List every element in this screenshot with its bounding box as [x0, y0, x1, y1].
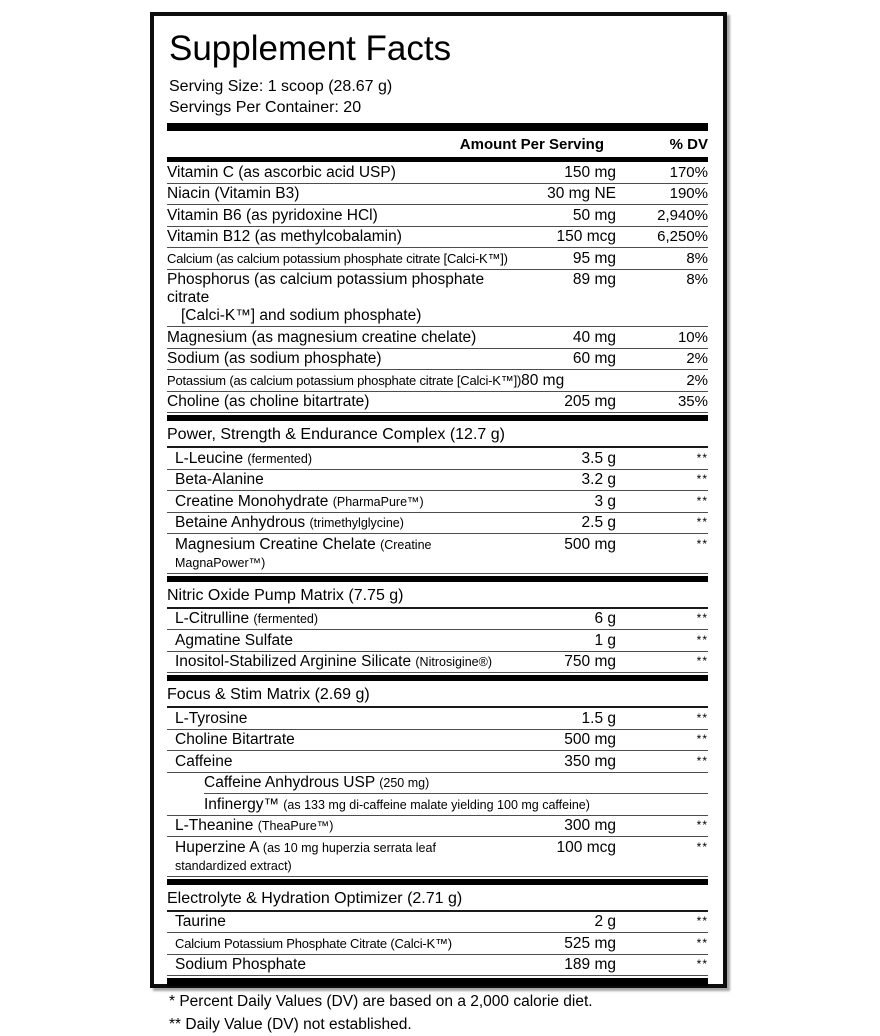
ingredient-amount: 150 mg: [564, 163, 616, 181]
ingredient-row: [167, 227, 708, 249]
divider-bar: [167, 978, 708, 986]
ingredient-name-text: Niacin: [167, 185, 211, 202]
ingredient-name: [167, 329, 508, 347]
ingredient-name-text: Magnesium Creatine Chelate: [175, 535, 376, 553]
ingredient-dv: 8%: [686, 271, 708, 288]
ingredient-dv: **: [696, 710, 708, 725]
section-header: Power, Strength & Endurance Complex (12.7 g): [167, 423, 708, 448]
ingredient-row: [167, 327, 708, 349]
ingredient-detail: (Calci-K™): [390, 935, 452, 951]
ingredient-dv: 170%: [669, 163, 708, 181]
ingredient-name-text: L-Theanine: [175, 817, 254, 834]
section-power-strength-endurance-complex: [167, 415, 708, 574]
ingredient-row: [167, 708, 708, 730]
ingredient-name-text: Sodium: [167, 350, 220, 367]
ingredient-row: [167, 815, 708, 838]
ingredient-row: [204, 794, 708, 815]
ingredient-amount: 1.5 g: [581, 709, 616, 727]
ingredient-name: [167, 817, 508, 835]
ingredient-name-text: Caffeine: [175, 752, 233, 770]
ingredient-name-text: L-Leucine: [175, 449, 244, 467]
ingredient-dv: 35%: [677, 393, 708, 410]
ingredient-detail: (as magnesium creatine chelate): [251, 328, 477, 346]
ingredient-amount: 1 g: [594, 631, 616, 649]
ingredient-detail: (Nitrosigine®): [415, 655, 492, 669]
footnote-dv-basis: * Percent Daily Values (DV) are based on a 2,000 calorie diet.: [169, 993, 593, 1010]
ingredient-name-text: Magnesium: [167, 328, 248, 346]
ingredient-amount: 6 g: [594, 610, 616, 627]
ingredient-row: [167, 652, 708, 674]
ingredient-name: [167, 514, 508, 532]
ingredient-name: [167, 536, 508, 572]
ingredient-amount: 50 mg: [572, 206, 616, 224]
ingredient-dv: 190%: [669, 185, 708, 202]
ingredient-amount: 3 g: [594, 492, 616, 510]
ingredient-dv: 6,250%: [657, 228, 708, 245]
ingredient-name: [167, 350, 508, 368]
ingredient-name: [167, 753, 508, 771]
ingredient-amount: 80 mg: [521, 371, 565, 389]
ingredient-dv: **: [696, 732, 708, 746]
ingredient-row: [167, 270, 708, 328]
section-header: Focus & Stim Matrix (2.69 g): [167, 683, 708, 708]
ingredient-dv: 2%: [686, 371, 708, 389]
ingredient-name: [167, 250, 508, 268]
divider-bar: [167, 123, 708, 131]
ingredient-name-text: Taurine: [175, 913, 226, 930]
ingredient-amount: 525 mg: [564, 934, 616, 952]
ingredient-row: [167, 470, 708, 492]
ingredient-name: [167, 471, 508, 489]
ingredient-name-text: Vitamin C: [167, 163, 234, 181]
ingredient-row: [167, 370, 708, 392]
ingredient-detail: (as calcium potassium phosphate citrate: [167, 271, 485, 306]
ingredient-amount: 3.5 g: [581, 449, 616, 467]
ingredient-row: [167, 491, 708, 513]
ingredient-name: [204, 796, 708, 814]
ingredient-name: [167, 710, 508, 728]
ingredient-row: [167, 730, 708, 752]
supplement-facts-panel: [150, 12, 727, 1033]
section-header: Electrolyte & Hydration Optimizer (2.71 g): [167, 887, 708, 912]
ingredient-name: [167, 913, 508, 931]
ingredient-name-text: Beta-Alanine: [175, 471, 264, 488]
ingredient-dv: **: [696, 493, 708, 508]
ingredient-detail: (Vitamin B3): [214, 185, 300, 202]
ingredient-dv: 2%: [686, 350, 708, 367]
ingredient-name-text: Choline: [167, 393, 220, 410]
ingredient-row: [167, 630, 708, 652]
section-vitamins-minerals: [167, 162, 708, 413]
ingredient-name-text: Phosphorus: [167, 271, 250, 288]
ingredient-name-text: Creatine Monohydrate: [175, 492, 329, 510]
ingredient-dv: **: [696, 611, 708, 625]
ingredient-detail: (fermented): [253, 612, 319, 626]
ingredient-name: [167, 271, 508, 325]
ingredient-name-text: Caffeine Anhydrous USP: [204, 774, 375, 791]
ingredient-dv: **: [696, 818, 708, 832]
ingredient-detail-line2: [Calci-K™] and sodium phosphate): [181, 307, 422, 324]
ingredient-name: [167, 228, 508, 246]
ingredient-detail: (250 mg): [379, 776, 430, 790]
ingredient-row: [167, 955, 708, 977]
ingredient-sections: [167, 162, 708, 976]
ingredient-dv: **: [696, 515, 708, 529]
ingredient-dv: **: [696, 472, 708, 486]
ingredient-detail: (Creatine MagnaPower™): [175, 537, 432, 570]
ingredient-name: [167, 653, 508, 671]
ingredient-dv: **: [696, 957, 708, 971]
ingredient-row: [167, 933, 708, 955]
ingredient-row: [167, 184, 708, 206]
ingredient-amount: 2 g: [594, 913, 616, 930]
ingredient-name-text: Agmatine Sulfate: [175, 631, 294, 649]
ingredient-name: [167, 632, 508, 650]
ingredient-amount: 3.2 g: [581, 471, 616, 488]
ingredient-detail: (fermented): [247, 451, 312, 466]
ingredient-name: [167, 935, 508, 953]
ingredient-detail: (trimethylglycine): [309, 516, 404, 530]
ingredient-dv: 8%: [686, 249, 708, 267]
footnote-dv-not-established: ** Daily Value (DV) not established.: [169, 1016, 412, 1033]
ingredient-name: [167, 372, 521, 390]
ingredient-dv: **: [696, 914, 708, 928]
ingredient-detail: (as calcium potassium phosphate citrate [Calci-K™]): [215, 250, 508, 266]
ingredient-detail: (TheaPure™): [257, 819, 334, 833]
ingredient-name-text: Huperzine A: [175, 838, 259, 856]
ingredient-name: [167, 164, 508, 182]
divider-bar: [167, 879, 708, 885]
section-nitric-oxide-pump-matrix: [167, 576, 708, 674]
dv-column-header: % DV: [669, 136, 708, 153]
ingredient-amount: 100 mcg: [556, 838, 616, 856]
ingredient-dv: **: [696, 654, 708, 668]
section-electrolyte-hydration-optimizer: [167, 879, 708, 977]
ingredient-name: [167, 956, 508, 974]
ingredient-amount: 500 mg: [564, 535, 616, 553]
ingredient-name-text: Calcium Potassium Phosphate Citrate: [175, 935, 387, 951]
ingredient-amount: 2.5 g: [581, 514, 616, 531]
ingredient-name: [167, 610, 508, 628]
ingredient-amount: 750 mg: [564, 653, 616, 670]
ingredient-dv: **: [696, 632, 708, 647]
ingredient-detail: (as sodium phosphate): [223, 350, 382, 367]
ingredient-detail: (as calcium potassium phosphate citrate [Calci-K™]): [229, 372, 522, 388]
ingredient-name-text: Potassium: [167, 372, 226, 388]
ingredient-detail: (as 133 mg di-caffeine malate yielding 100 mg caffeine): [283, 797, 590, 812]
ingredient-name-text: Betaine Anhydrous: [175, 514, 306, 531]
ingredient-name-text: Choline Bitartrate: [175, 731, 295, 748]
ingredient-name-text: Vitamin B12: [167, 228, 251, 245]
ingredient-name-text: Inositol-Stabilized Arginine Silicate: [175, 653, 412, 670]
ingredient-dv: **: [696, 450, 708, 465]
divider-bar: [167, 415, 708, 421]
ingredient-name-text: Vitamin B6: [167, 206, 242, 224]
section-focus-stim-matrix: [167, 675, 708, 877]
ingredient-name: [204, 774, 708, 792]
ingredient-amount: 300 mg: [564, 817, 616, 834]
amount-column-header: Amount Per Serving: [459, 136, 604, 153]
ingredient-name: [167, 207, 508, 225]
ingredient-name: [167, 731, 508, 749]
ingredient-row: [167, 837, 708, 877]
ingredient-name: [167, 450, 508, 468]
ingredient-name: [167, 493, 508, 511]
ingredient-name: [167, 185, 508, 203]
ingredient-detail: (PharmaPure™): [332, 494, 424, 509]
ingredient-row: [167, 534, 708, 574]
ingredient-row: [167, 912, 708, 934]
ingredient-row: [167, 162, 708, 184]
panel-title: Supplement Facts: [169, 29, 452, 68]
serving-size: Serving Size: 1 scoop (28.67 g): [169, 78, 393, 95]
ingredient-detail: (as methylcobalamin): [254, 228, 402, 245]
ingredient-row: [167, 751, 708, 773]
ingredient-detail: (as choline bitartrate): [223, 393, 370, 410]
ingredient-name-text: L-Tyrosine: [175, 709, 248, 727]
servings-per-container: Servings Per Container: 20: [169, 99, 362, 116]
ingredient-row: [167, 609, 708, 631]
column-headers: [167, 131, 708, 157]
ingredient-amount: 60 mg: [572, 350, 616, 367]
divider-bar: [167, 576, 708, 582]
ingredient-name-text: Infinergy™: [204, 795, 279, 813]
ingredient-name-text: Calcium: [167, 250, 213, 266]
ingredient-detail: (as pyridoxine HCl): [245, 206, 378, 224]
ingredient-amount: 89 mg: [572, 271, 616, 288]
ingredient-dv: 2,940%: [657, 206, 708, 224]
ingredient-name-text: Sodium Phosphate: [175, 956, 306, 973]
ingredient-row: [167, 349, 708, 371]
ingredient-dv: **: [696, 753, 708, 768]
divider-bar: [167, 675, 708, 681]
ingredient-amount: 350 mg: [564, 752, 616, 770]
ingredient-amount: 95 mg: [572, 249, 616, 267]
ingredient-row: [167, 513, 708, 535]
ingredient-dv: **: [696, 839, 708, 854]
ingredient-detail: (as ascorbic acid USP): [238, 163, 396, 181]
ingredient-amount: 205 mg: [564, 393, 616, 410]
section-header: Nitric Oxide Pump Matrix (7.75 g): [167, 584, 708, 609]
ingredient-amount: 30 mg NE: [547, 185, 616, 202]
ingredient-detail: (as 10 mg huperzia serrata leaf standardized extract): [175, 840, 436, 873]
ingredient-name: [167, 393, 508, 411]
ingredient-row: [167, 392, 708, 414]
ingredient-row: [167, 448, 708, 470]
ingredient-name-text: L-Citrulline: [175, 610, 250, 627]
ingredient-dv: **: [696, 935, 708, 950]
ingredient-amount: 150 mcg: [556, 228, 616, 245]
ingredient-row: [204, 773, 708, 795]
ingredient-row: [167, 205, 708, 227]
ingredient-dv: **: [696, 536, 708, 551]
ingredient-name: [167, 839, 508, 875]
ingredient-amount: 500 mg: [564, 731, 616, 748]
ingredient-amount: 40 mg: [572, 328, 616, 346]
ingredient-dv: 10%: [677, 328, 708, 346]
ingredient-amount: 189 mg: [564, 956, 616, 973]
ingredient-row: [167, 248, 708, 270]
